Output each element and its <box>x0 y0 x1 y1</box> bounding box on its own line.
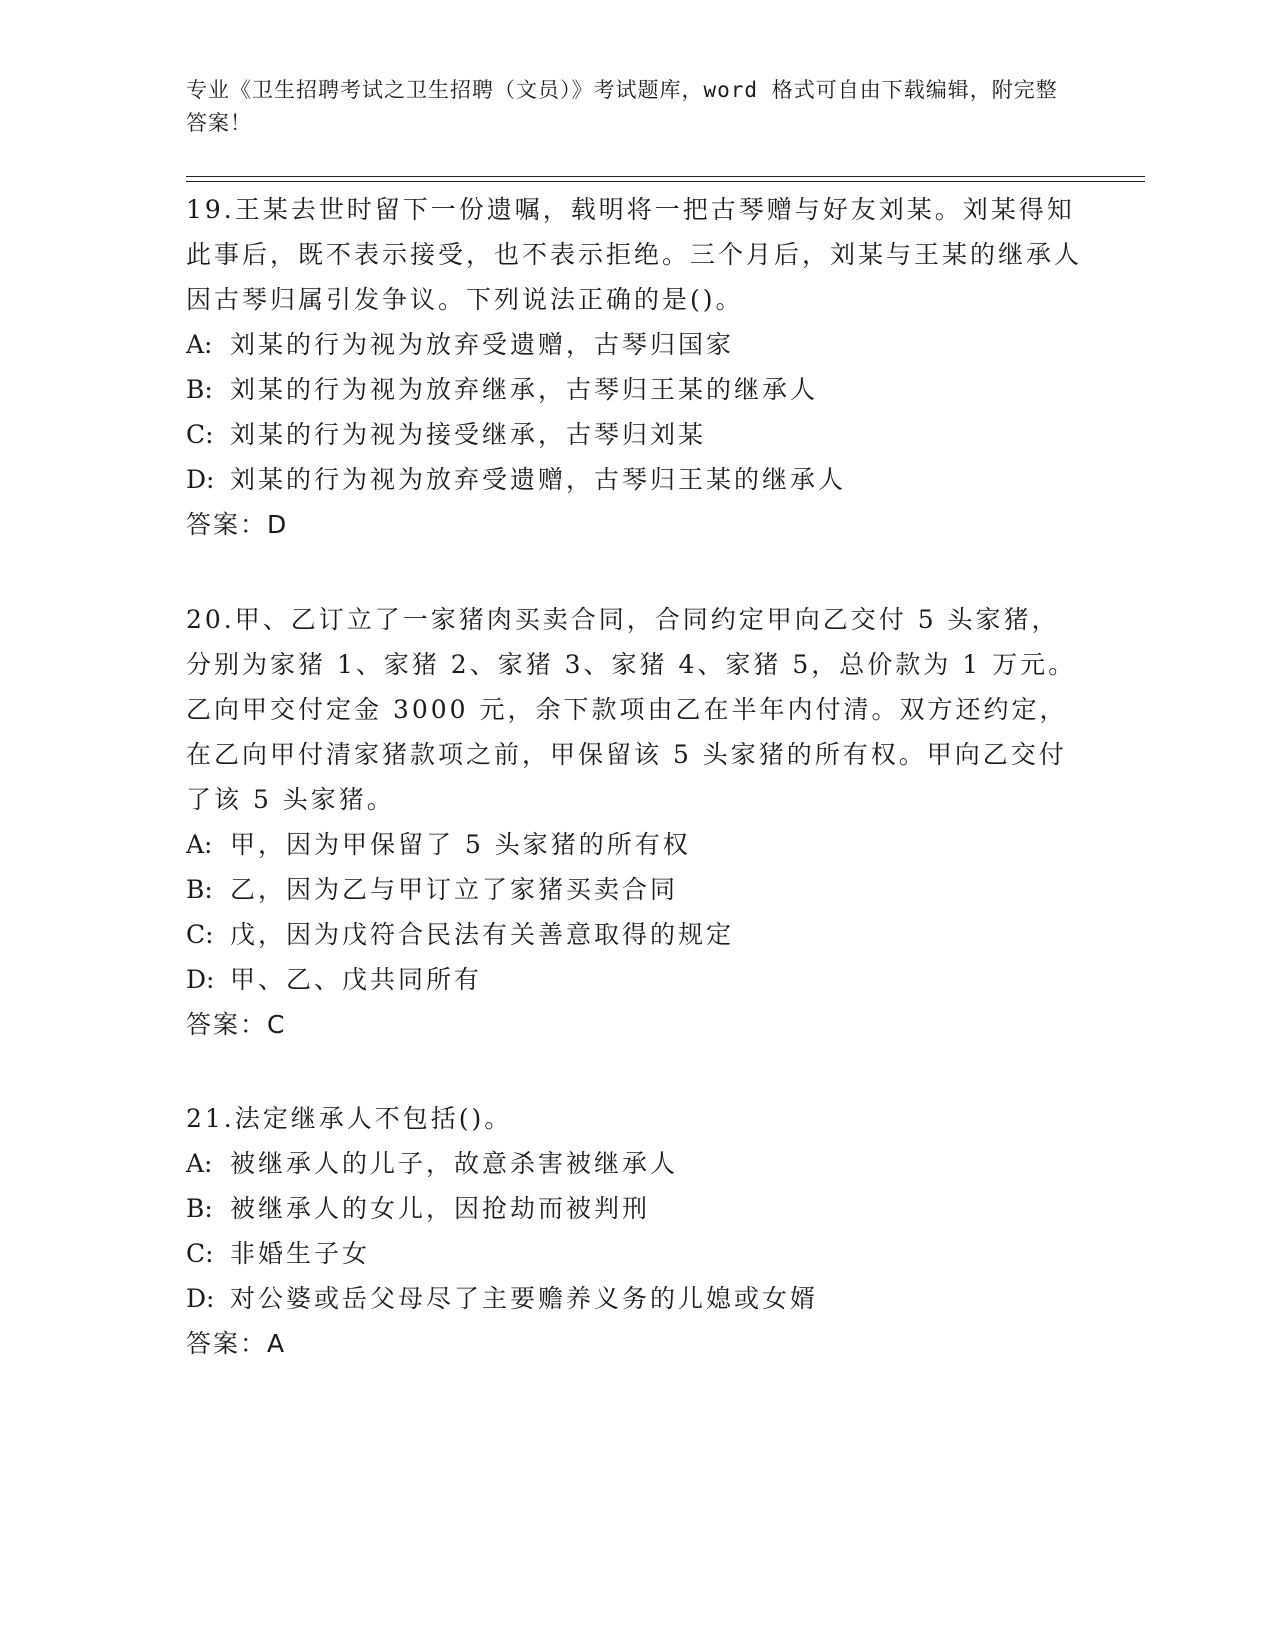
option-letter: B: <box>186 1194 213 1223</box>
option-a <box>186 322 1086 367</box>
option-a <box>186 1141 1086 1186</box>
option-letter: D: <box>186 465 215 494</box>
option-d <box>186 957 1086 1002</box>
option-letter: C: <box>186 1239 214 1268</box>
option-letter: D: <box>186 1284 215 1313</box>
option-letter: A: <box>186 830 213 859</box>
option-c <box>186 912 1086 957</box>
option-letter: D: <box>186 965 215 994</box>
question-stem: 20.甲、乙订立了一家猪肉买卖合同，合同约定甲向乙交付 5 头家猪，分别为家猪 1、家猪 2、家猪 3、家猪 4、家猪 5，总价款为 1 万元。乙向甲交付定金 3000 元，余下款项由乙在半年内付清。双方还约定，在乙向甲付清家猪款项之前，甲保留该 5 头家猪的所有权。甲向乙交付了该 5 头家猪。 <box>186 605 1077 814</box>
option-text: 刘某的行为视为放弃受遗赠，古琴归国家 <box>230 330 735 359</box>
option-text: 戊，因为戊符合民法有关善意取得的规定 <box>230 920 735 949</box>
option-a <box>186 822 1086 867</box>
option-letter: A: <box>186 1149 213 1178</box>
option-text: 刘某的行为视为放弃继承，古琴归王某的继承人 <box>230 375 819 404</box>
option-text: 甲，因为甲保留了 5 头家猪的所有权 <box>230 830 691 859</box>
header-divider-bottom <box>186 181 1145 182</box>
option-b <box>186 867 1086 912</box>
question-19 <box>186 187 1086 547</box>
option-letter: C: <box>186 420 214 449</box>
option-text: 被继承人的儿子，故意杀害被继承人 <box>230 1149 679 1178</box>
question-21 <box>186 1096 1086 1366</box>
option-text: 非婚生子女 <box>230 1239 371 1268</box>
option-letter: A: <box>186 330 213 359</box>
answer-line: 答案：C <box>186 1010 287 1039</box>
header-title: 专业《卫生招聘考试之卫生招聘（文员）》考试题库，word 格式可自由下载编辑，附完整答案！ <box>186 78 1058 135</box>
option-d <box>186 457 1086 502</box>
question-20 <box>186 597 1086 1047</box>
option-text: 刘某的行为视为接受继承，古琴归刘某 <box>230 420 707 449</box>
option-d <box>186 1276 1086 1321</box>
option-text: 对公婆或岳父母尽了主要赡养义务的儿媳或女婿 <box>230 1284 819 1313</box>
option-letter: B: <box>186 875 213 904</box>
option-text: 乙，因为乙与甲订立了家猪买卖合同 <box>230 875 679 904</box>
question-stem: 21.法定继承人不包括()。 <box>186 1104 513 1133</box>
question-stem: 19.王某去世时留下一份遗嘱，载明将一把古琴赠与好友刘某。刘某得知此事后，既不表示接受，也不表示拒绝。三个月后，刘某与王某的继承人因古琴归属引发争议。下列说法正确的是()。 <box>186 195 1083 314</box>
option-text: 被继承人的女儿，因抢劫而被判刑 <box>230 1194 651 1223</box>
option-letter: C: <box>186 920 214 949</box>
option-b <box>186 367 1086 412</box>
header-divider-top <box>186 176 1145 177</box>
answer-line: 答案：A <box>186 1329 287 1358</box>
option-text: 甲、乙、戊共同所有 <box>230 965 483 994</box>
option-b <box>186 1186 1086 1231</box>
option-text: 刘某的行为视为放弃受遗赠，古琴归王某的继承人 <box>230 465 847 494</box>
document-header <box>186 74 1066 140</box>
option-c <box>186 1231 1086 1276</box>
option-c <box>186 412 1086 457</box>
option-letter: B: <box>186 375 213 404</box>
answer-line: 答案：D <box>186 510 289 539</box>
